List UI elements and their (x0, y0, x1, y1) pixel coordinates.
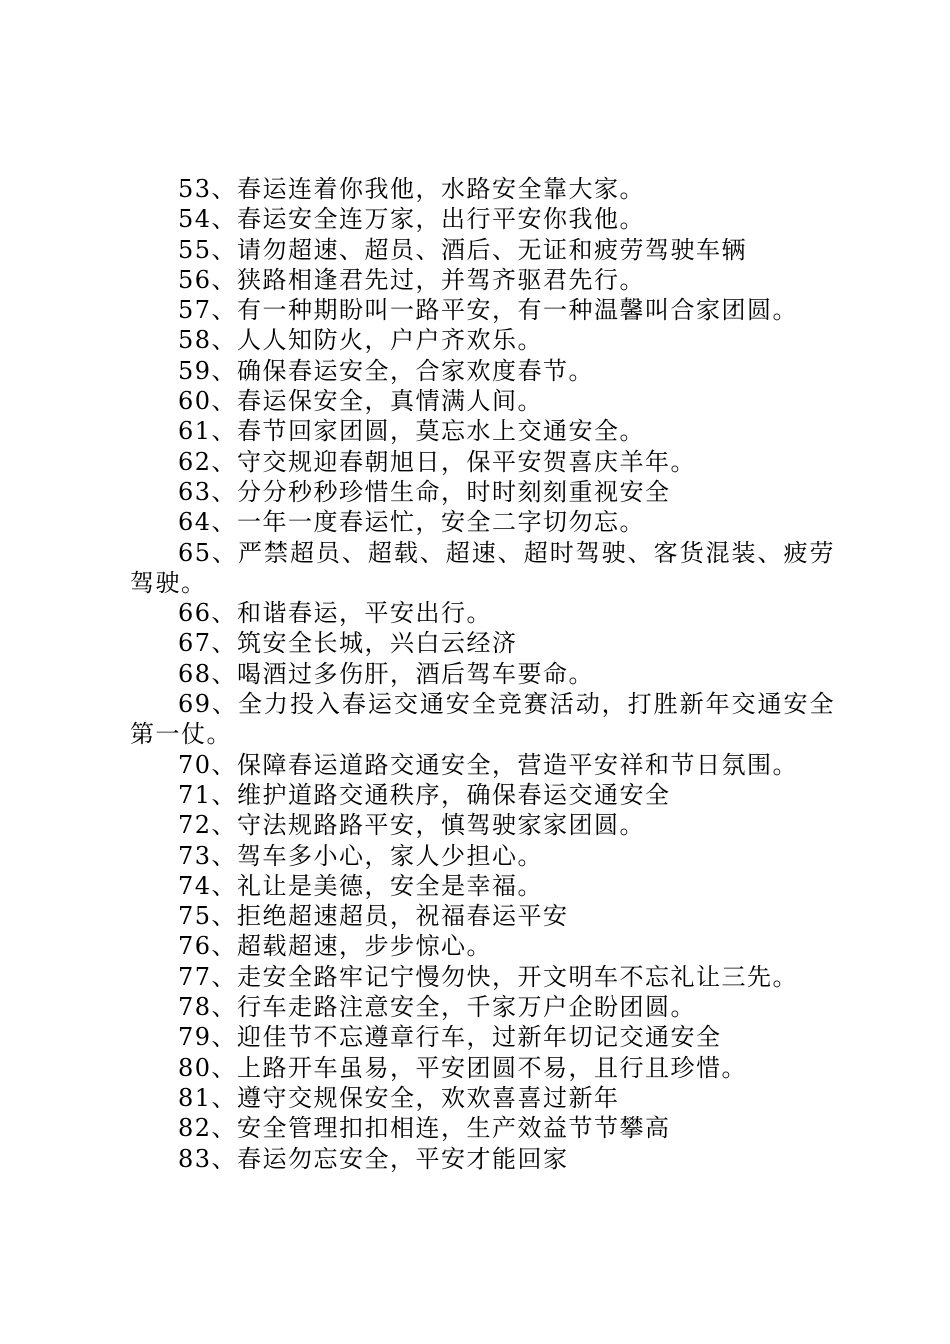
list-item: 74、礼让是美德，安全是幸福。 (178, 871, 544, 900)
list-item: 63、分分秒秒珍惜生命，时时刻刻重视安全 (178, 477, 671, 506)
list-item: 81、遵守交规保安全，欢欢喜喜过新年 (178, 1083, 620, 1112)
list-item: 83、春运勿忘安全，平安才能回家 (178, 1144, 569, 1173)
list-item: 57、有一种期盼叫一路平安，有一种温馨叫合家团圆。 (178, 296, 799, 325)
list-item: 77、走安全路牢记宁慢勿快，开文明车不忘礼让三先。 (178, 962, 799, 991)
list-item: 67、筑安全长城，兴白云经济 (178, 629, 518, 658)
list-item: 54、春运安全连万家，出行平安你我他。 (178, 205, 646, 234)
list-item: 70、保障春运道路交通安全，营造平安祥和节日氛围。 (178, 750, 799, 779)
list-item: 65、严禁超员、超载、超速、超时驾驶、客货混装、疲劳驾驶。 (130, 538, 835, 597)
list-item: 69、全力投入春运交通安全竞赛活动，打胜新年交通安全第一仗。 (130, 690, 835, 749)
list-item: 73、驾车多小心，家人少担心。 (178, 841, 544, 870)
list-item: 61、春节回家团圆，莫忘水上交通安全。 (178, 417, 646, 446)
list-item: 78、行车走路注意安全，千家万户企盼团圆。 (178, 993, 697, 1022)
list-item: 66、和谐春运，平安出行。 (178, 599, 493, 628)
list-item: 75、拒绝超速超员，祝福春运平安 (178, 902, 569, 931)
list-item: 82、安全管理扣扣相连，生产效益节节攀高 (178, 1114, 671, 1143)
list-item: 76、超载超速，步步惊心。 (178, 932, 493, 961)
list-item: 80、上路开车虽易，平安团圆不易，且行且珍惜。 (178, 1053, 748, 1082)
list-item: 72、守法规路路平安，慎驾驶家家团圆。 (178, 811, 646, 840)
list-item: 53、春运连着你我他，水路安全靠大家。 (178, 175, 646, 203)
list-item: 59、确保春运安全，合家欢度春节。 (178, 356, 595, 385)
list-item: 62、守交规迎春朝旭日，保平安贺喜庆羊年。 (178, 447, 697, 476)
list-item: 64、一年一度春运忙，安全二字切勿忘。 (178, 508, 646, 537)
list-item: 71、维护道路交通秩序，确保春运交通安全 (178, 780, 671, 809)
list-item: 55、请勿超速、超员、酒后、无证和疲劳驾驶车辆 (178, 235, 748, 264)
list-item: 56、狭路相逢君先过，并驾齐驱君先行。 (178, 265, 646, 294)
list-item: 58、人人知防火，户户齐欢乐。 (178, 326, 544, 355)
list-item: 60、春运保安全，真情满人间。 (178, 387, 544, 416)
slogan-list (130, 174, 835, 1174)
list-item: 79、迎佳节不忘遵章行车，过新年切记交通安全 (178, 1023, 722, 1052)
list-item: 68、喝酒过多伤肝，酒后驾车要命。 (178, 659, 595, 688)
